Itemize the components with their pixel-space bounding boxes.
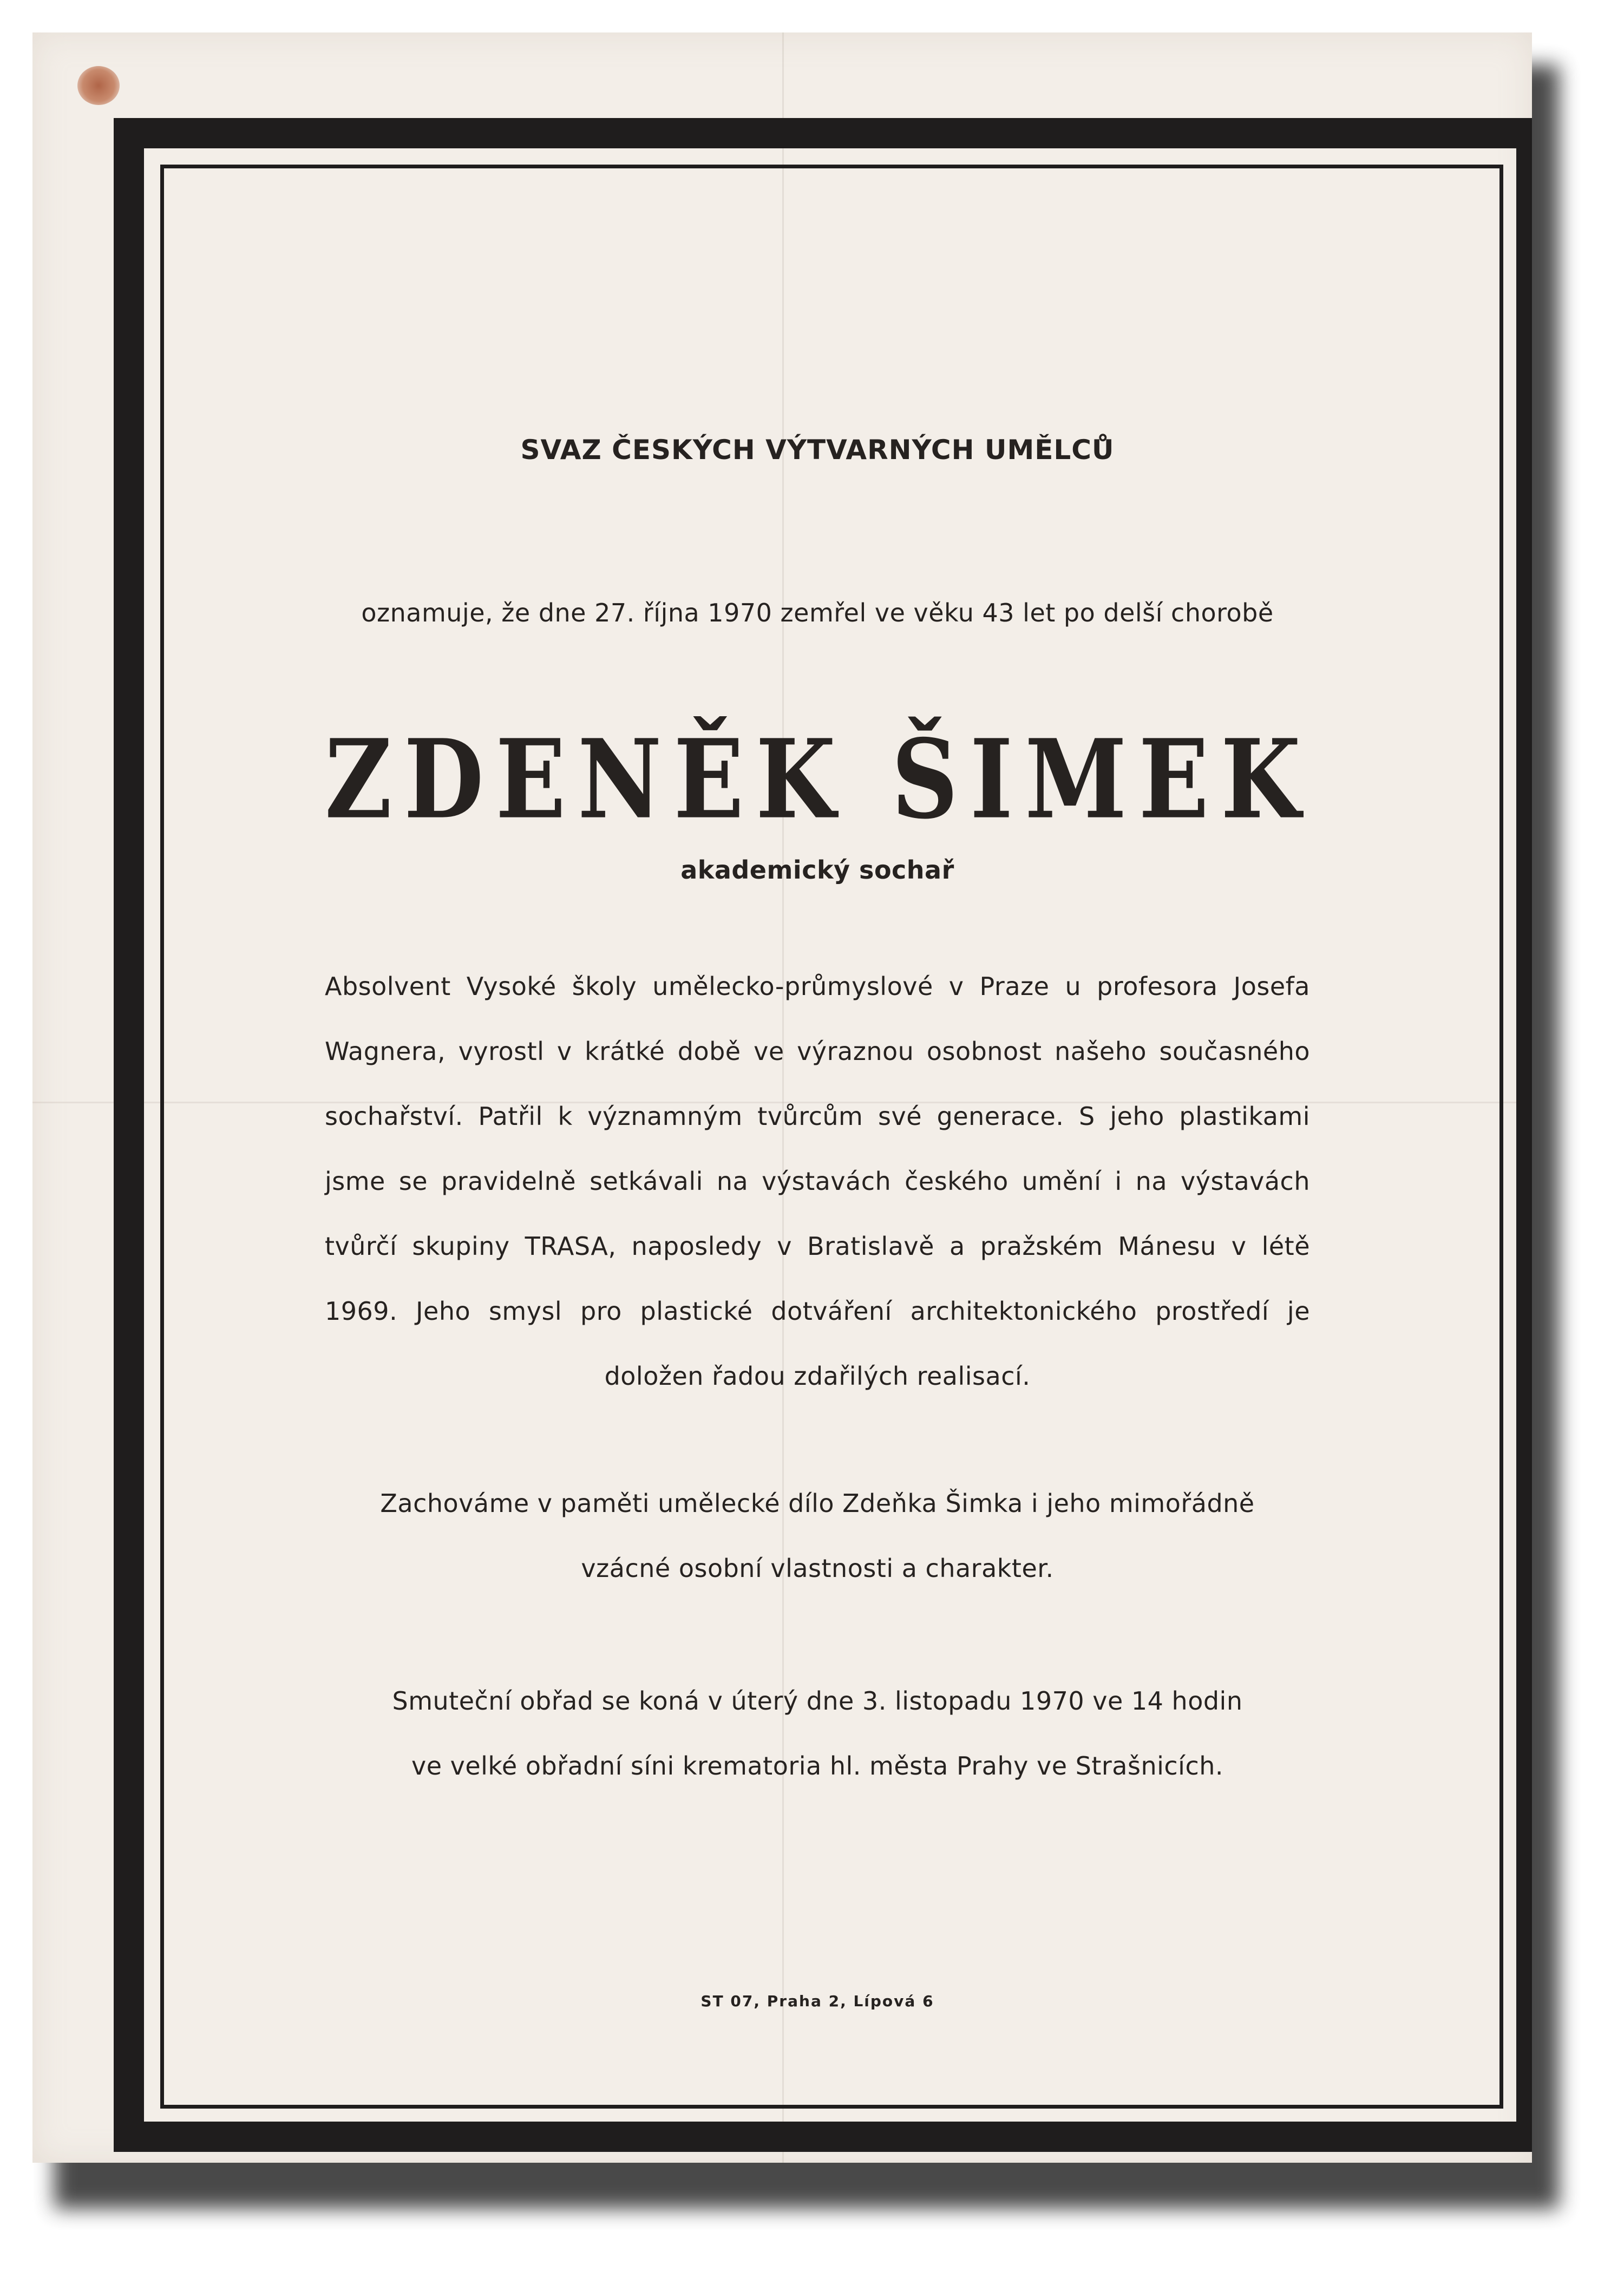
remembrance-line: Zachováme v paměti umělecké dílo Zdeňka Šimka i jeho mimořádně [380, 1489, 1255, 1518]
biography-line: 1969. Jeho smysl pro plastické dotváření architektonického prostředí je [325, 1297, 1310, 1326]
printer-imprint: ST 07, Praha 2, Lípová 6 [700, 1992, 934, 2010]
biography-line: Wagnera, vyrostl v krátké době ve výraznou osobnost našeho současného [325, 1037, 1310, 1066]
biography-line: jsme se pravidelně setkávali na výstavách českého umění i na výstavách [325, 1167, 1310, 1196]
biography-line: sochařství. Patřil k významným tvůrcům své generace. S jeho plastikami [325, 1102, 1310, 1131]
remembrance-line: vzácné osobní vlastnosti a charakter. [581, 1554, 1054, 1583]
ceremony-line: Smuteční obřad se koná v úterý dne 3. listopadu 1970 ve 14 hodin [392, 1686, 1243, 1716]
deceased-title: akademický sochař [680, 855, 954, 885]
biography-line: tvůrčí skupiny TRASA, naposledy v Bratislavě a pražském Mánesu v létě [325, 1232, 1310, 1261]
announcement-text: oznamuje, že dne 27. října 1970 zemřel ve věku 43 let po delší chorobě [361, 598, 1274, 627]
biography-line: doložen řadou zdařilých realisací. [604, 1362, 1031, 1391]
funeral-notice-sheet [32, 32, 1532, 2163]
deceased-name: ZDENĚK ŠIMEK [325, 716, 1313, 843]
biography-line: Absolvent Vysoké školy umělecko-průmyslové v Praze u profesora Josefa [325, 972, 1310, 1001]
ceremony-line: ve velké obřadní síni krematoria hl. města Prahy ve Strašnicích. [411, 1751, 1224, 1781]
paper-stain [77, 66, 120, 105]
organization-heading: SVAZ ČESKÝCH VÝTVARNÝCH UMĚLCŮ [520, 434, 1115, 466]
